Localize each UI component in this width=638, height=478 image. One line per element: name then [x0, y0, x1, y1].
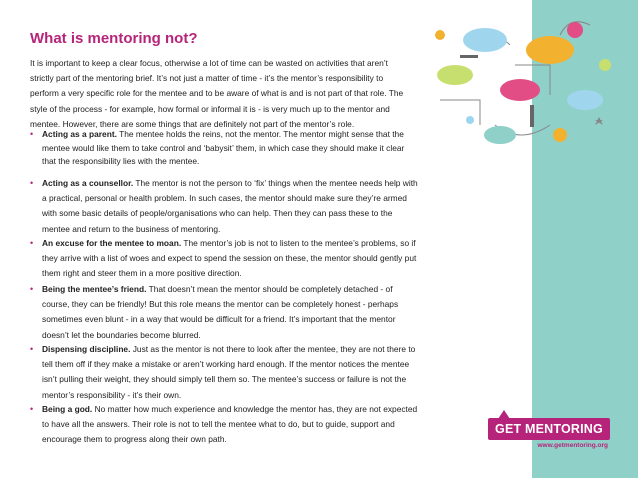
- item-text: The mentor is not the person to ‘fix’ things when the mentee needs help with a practical, personal or health problem. In such cases, the mentor should make sure they’re armed with some basic details of people/organisations who can help. Then they can pass these to the mentee and return to the business of mentoring.: [42, 178, 418, 234]
- logo-url: www.getmentoring.org: [537, 442, 608, 449]
- list-item: [30, 342, 420, 403]
- item-text: The mentor’s job is not to listen to the mentee’s problems, so if they arrive with a list of woes and expect to spend the session on these, the mentor should gently put them right and steer them in a more positive direction.: [42, 238, 417, 279]
- list-item: [30, 128, 420, 169]
- get-mentoring-logo: [488, 410, 610, 454]
- item-heading: Being the mentee’s friend.: [42, 284, 147, 294]
- item-text: Just as the mentor is not there to look after the mentee, they are not there to tell them off if they make a mistake or aren’t working hard enough. If the mentor notices the mentee isn’t pulling their weight, they should simply tell them so. The mentee’s success or failure is not the mentor’s responsibility - it’s their own.: [42, 344, 416, 400]
- item-heading: Acting as a parent.: [42, 129, 117, 139]
- item-heading: Acting as a counsellor.: [42, 178, 134, 188]
- item-text: That doesn’t mean the mentor should be completely detached - of course, they can be friendly! But this role means the mentor can be completely honest - perhaps sometimes even blunt - in a way that would be difficult for a friend. It’s important that the mentor doesn’t let the boundaries become blurred.: [42, 284, 399, 340]
- item-heading: An excuse for the mentee to moan.: [42, 238, 182, 248]
- item-text: No matter how much experience and knowledge the mentor has, they are not expected to have all the answers. Their role is not to tell the mentee what to do, but to guide, support and encourage them to progress along their own path.: [42, 404, 418, 445]
- decorative-illustration: [400, 5, 625, 160]
- page-title: What is mentoring not?: [30, 30, 198, 47]
- bullet: •: [30, 284, 34, 294]
- bullet: •: [30, 404, 34, 414]
- bullet: •: [30, 178, 34, 188]
- logo-text: GET MENTORING: [495, 422, 603, 436]
- list-item: [30, 402, 420, 448]
- item-text: The mentee holds the reins, not the mentor. The mentor might sense that the mentee would like them to take control and ‘babysit’ them, in which case they should make it clear that the responsibility lies with the mentee.: [42, 129, 405, 167]
- bullet: •: [30, 344, 34, 354]
- intro-paragraph: It is important to keep a clear focus, otherwise a lot of time can be wasted on activities that aren’t strictly part of the mentoring brief. It’s not just a matter of time - it’s the mentor’s responsibility to perform a very specific role for the mentee and to be aware of what is and is not part of that role. The style of the process - for example, how formal or informal it is - is very much up to the mentor and mentee. However, there are some things that are definitely not part of the mentor’s role.: [30, 58, 404, 129]
- bullet: •: [30, 129, 34, 139]
- bullet: •: [30, 238, 34, 248]
- list-item: [30, 236, 420, 282]
- list-item: [30, 176, 420, 237]
- list-item: [30, 282, 420, 343]
- item-heading: Dispensing discipline.: [42, 344, 131, 354]
- item-heading: Being a god.: [42, 404, 93, 414]
